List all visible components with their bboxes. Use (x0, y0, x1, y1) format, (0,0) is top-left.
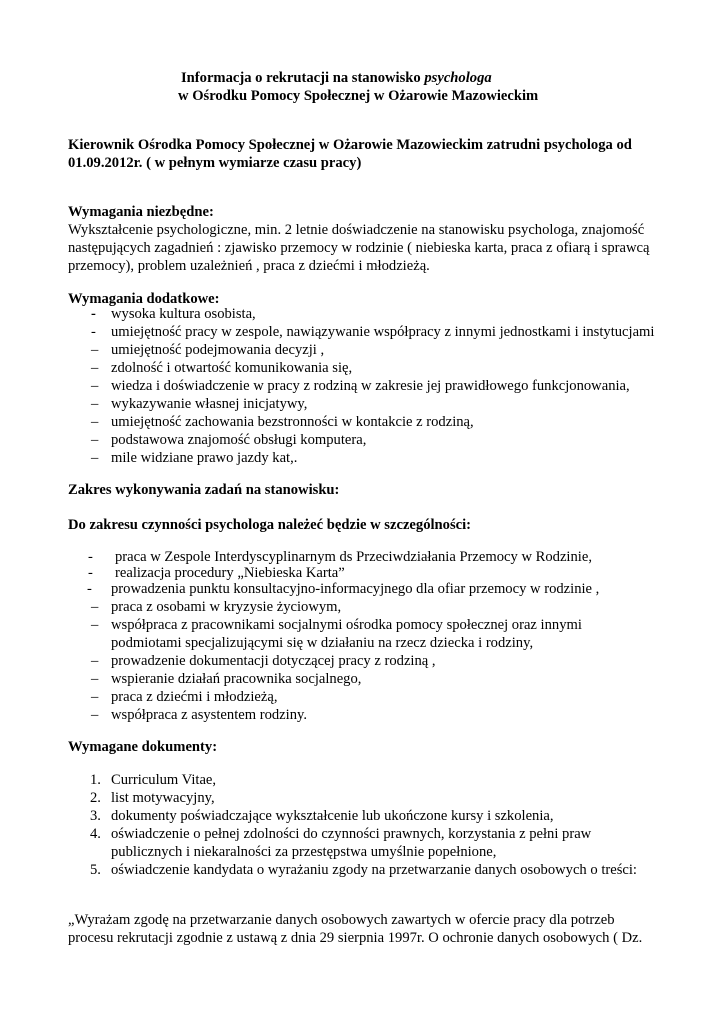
list-marker: – (91, 414, 99, 430)
list-number: 2. (90, 790, 101, 806)
list-item: praca w Zespole Interdyscyplinarnym ds Przeciwdziałania Przemocy w Rodzinie, (115, 549, 592, 565)
list-item: mile widziane prawo jazdy kat,. (111, 450, 298, 466)
required-text-line: następujących zagadnień : zjawisko przemocy w rodzinie ( niebieska karta, praca z ofiarą i sprawcą (68, 240, 650, 256)
list-item: umiejętność zachowania bezstronności w kontakcie z rodziną, (111, 414, 474, 430)
list-item: wiedza i doświadczenie w pracy z rodziną w zakresie jej prawidłowego funkcjonowania, (111, 378, 630, 394)
list-item: prowadzenie dokumentacji dotyczącej pracy z rodziną , (111, 653, 436, 669)
list-item: wspieranie działań pracownika socjalnego, (111, 671, 362, 687)
list-marker: – (91, 378, 99, 394)
list-item: podstawowa znajomość obsługi komputera, (111, 432, 367, 448)
required-heading: Wymagania niezbędne: (68, 204, 214, 220)
title-line-2: w Ośrodku Pomocy Społecznej w Ożarowie Mazowieckim (178, 88, 539, 104)
list-number: 1. (90, 772, 101, 788)
scope-subheading: Do zakresu czynności psychologa należeć będzie w szczególności: (68, 517, 472, 533)
additional-heading: Wymagania dodatkowe: (68, 291, 220, 307)
list-marker: – (91, 396, 99, 412)
consent-line: procesu rekrutacji zgodnie z ustawą z dnia 29 sierpnia 1997r. O ochronie danych osobowych ( Dz. (68, 930, 643, 946)
consent-line: „Wyrażam zgodę na przetwarzanie danych osobowych zawartych w ofercie pracy dla potrzeb (68, 912, 615, 928)
list-item: oświadczenie kandydata o wyrażaniu zgody na przetwarzanie danych osobowych o treści: (111, 862, 637, 878)
list-item: współpraca z pracownikami socjalnymi ośrodka pomocy społecznej oraz innymi (111, 617, 582, 633)
required-text-line: przemocy), problem uzależnień , praca z dziećmi i młodzieżą. (68, 258, 430, 274)
list-marker: - (88, 549, 93, 565)
list-marker: – (91, 689, 99, 705)
list-marker: – (91, 707, 99, 723)
list-item-continuation: podmiotami specjalizującymi się w działaniu na rzecz dziecka i rodziny, (111, 635, 534, 651)
required-text-line: Wykształcenie psychologiczne, min. 2 letnie doświadczenie na stanowisku psychologa, znajomość (68, 222, 645, 238)
list-item: wykazywanie własnej inicjatywy, (111, 396, 308, 412)
list-item: współpraca z asystentem rodziny. (111, 707, 308, 723)
list-item: praca z dziećmi i młodzieżą, (111, 689, 278, 705)
list-marker: – (91, 360, 99, 376)
list-item: Curriculum Vitae, (111, 772, 217, 788)
list-item: umiejętność podejmowania decyzji , (111, 342, 325, 358)
list-marker: – (91, 671, 99, 687)
list-item: dokumenty poświadczające wykształcenie lub ukończone kursy i szkolenia, (111, 808, 554, 824)
list-marker: – (91, 617, 99, 633)
list-item: realizacja procedury „Niebieska Karta” (115, 565, 345, 581)
list-marker: - (91, 324, 96, 340)
intro-line-2: 01.09.2012r. ( w pełnym wymiarze czasu pracy) (68, 155, 362, 171)
list-marker: - (88, 565, 93, 581)
title-line-1: Informacja o rekrutacji na stanowisko psychologa (181, 70, 492, 86)
list-marker: - (87, 581, 92, 597)
list-item: oświadczenie o pełnej zdolności do czynności prawnych, korzystania z pełni praw (111, 826, 592, 842)
documents-heading: Wymagane dokumenty: (68, 739, 218, 755)
list-item: umiejętność pracy w zespole, nawiązywanie współpracy z innymi jednostkami i instytucjami (111, 324, 655, 340)
scope-heading: Zakres wykonywania zadań na stanowisku: (68, 482, 340, 498)
list-item: list motywacyjny, (111, 790, 215, 806)
list-item: prowadzenia punktu konsultacyjno-informacyjnego dla ofiar przemocy w rodzinie , (111, 581, 600, 597)
list-item: zdolność i otwartość komunikowania się, (111, 360, 353, 376)
list-number: 3. (90, 808, 101, 824)
list-number: 5. (90, 862, 101, 878)
list-item-continuation: publicznych i niekaralności za przestępstwa umyślnie popełnione, (111, 844, 497, 860)
list-marker: – (91, 432, 99, 448)
list-item: wysoka kultura osobista, (111, 306, 256, 322)
list-marker: – (91, 450, 99, 466)
list-marker: – (91, 599, 99, 615)
list-marker: – (91, 342, 99, 358)
list-marker: - (91, 306, 96, 322)
intro-line-1: Kierownik Ośrodka Pomocy Społecznej w Ożarowie Mazowieckim zatrudni psychologa od (68, 137, 632, 153)
list-marker: – (91, 653, 99, 669)
list-number: 4. (90, 826, 101, 842)
list-item: praca z osobami w kryzysie życiowym, (111, 599, 342, 615)
